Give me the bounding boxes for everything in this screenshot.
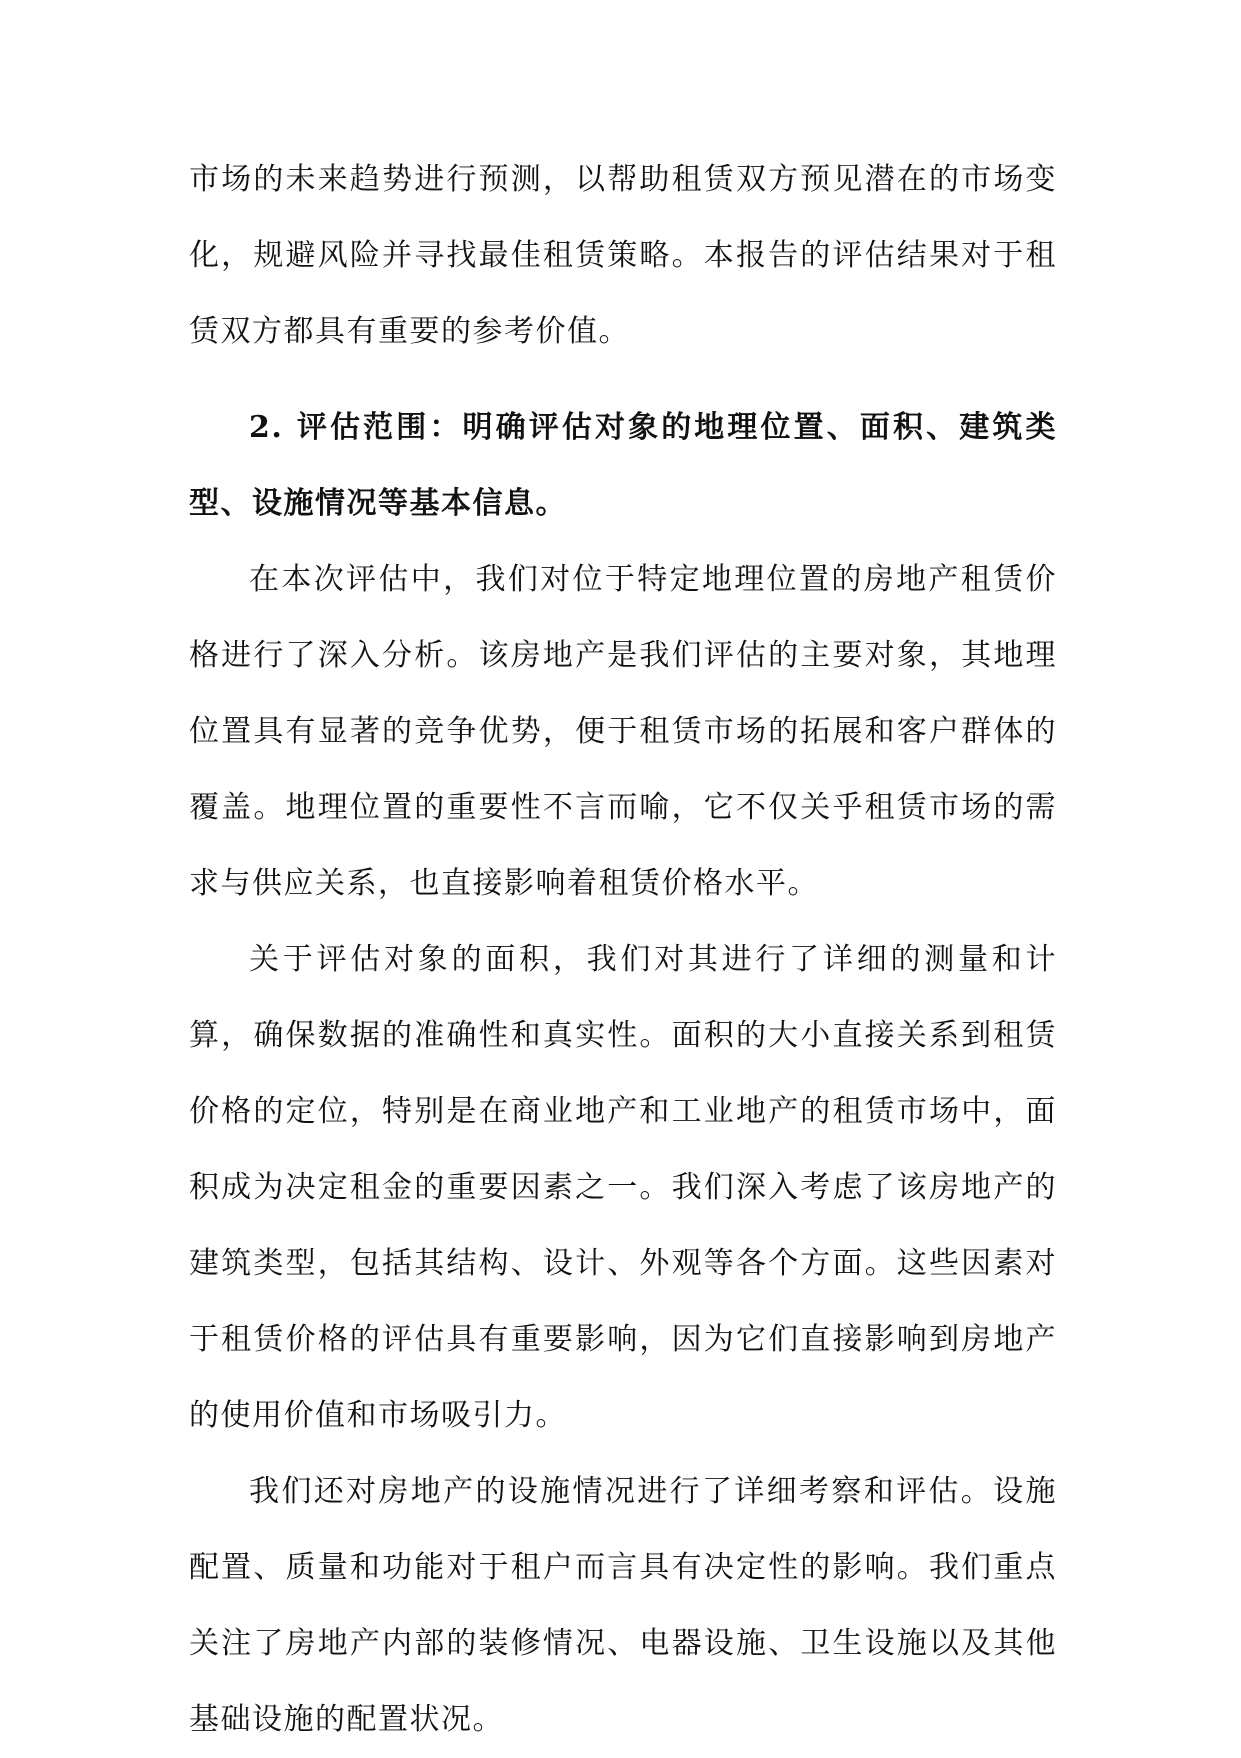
paragraph-facilities: 我们还对房地产的设施情况进行了详细考察和评估。设施配置、质量和功能对于租户而言具有决定性的影响。我们重点关注了房地产内部的装修情况、电器设施、卫生设施以及其他基础设施的配置状况。 <box>189 1474 1057 1737</box>
paragraph-area: 关于评估对象的面积，我们对其进行了详细的测量和计算，确保数据的准确性和真实性。面积的大小直接关系到租赁价格的定位，特别是在商业地产和工业地产的租赁市场中，面积成为决定租金的重要因素之一。我们深入考虑了该房地产的建筑类型，包括其结构、设计、外观等各个方面。这些因素对于租赁价格的评估具有重要影响，因为它们直接影响到房地产的使用价值和市场吸引力。 <box>189 942 1057 1433</box>
paragraph-location: 在本次评估中，我们对位于特定地理位置的房地产租赁价格进行了深入分析。该房地产是我们评估的主要对象，其地理位置具有显著的竞争优势，便于租赁市场的拓展和客户群体的覆盖。地理位置的重要性不言而喻，它不仅关乎租赁市场的需求与供应关系，也直接影响着租赁价格水平。 <box>189 562 1057 901</box>
document-body <box>189 142 1057 1758</box>
paragraph-continuation: 市场的未来趋势进行预测，以帮助租赁双方预见潜在的市场变化，规避风险并寻找最佳租赁策略。本报告的评估结果对于租赁双方都具有重要的参考价值。 <box>189 162 1057 349</box>
section-heading: 2. 评估范围：明确评估对象的地理位置、面积、建筑类型、设施情况等基本信息。 <box>189 410 1057 521</box>
